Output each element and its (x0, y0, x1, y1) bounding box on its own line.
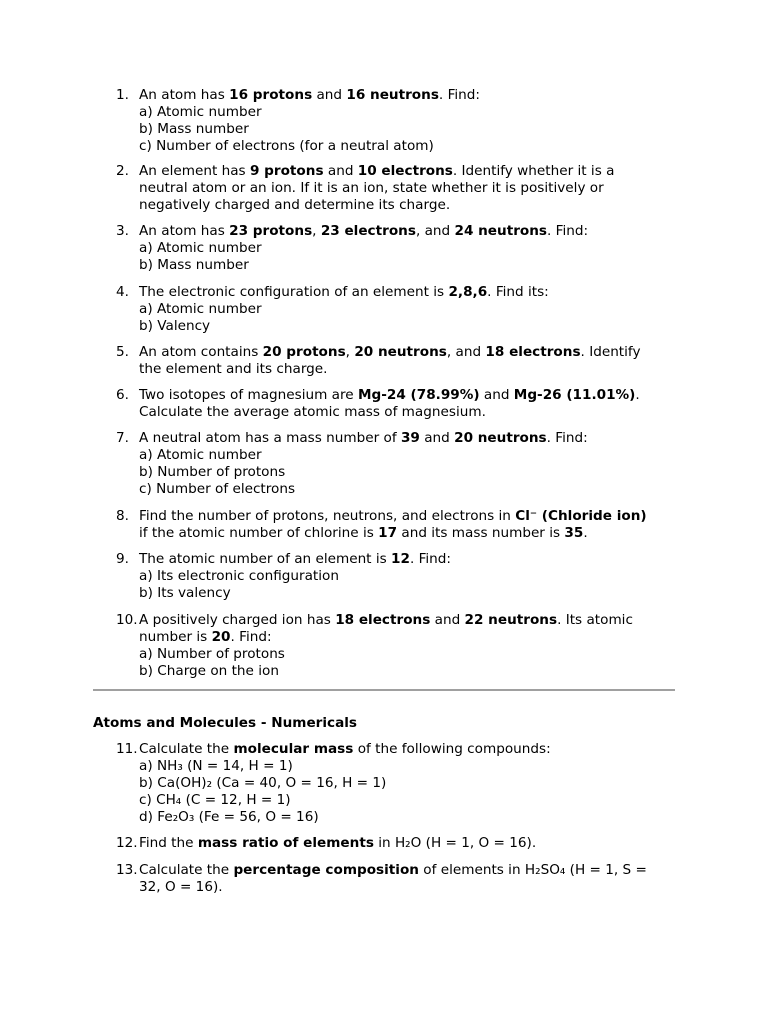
text-segment: . Find: (230, 629, 272, 645)
text-segment: b) Valency (139, 318, 211, 334)
text-segment: d) Fe₂O₃ (Fe = 56, O = 16) (139, 809, 319, 825)
emphasized-text: 39 (400, 430, 420, 446)
text-segment: a) NH₃ (N = 14, H = 1) (139, 758, 293, 774)
question-subpart-line (139, 879, 676, 896)
question-number: 3. (116, 223, 129, 239)
text-segment: a) Number of protons (139, 646, 285, 662)
question-subpart-line (139, 792, 676, 809)
question-text (139, 430, 676, 498)
text-segment: the element and its charge. (139, 361, 328, 377)
emphasized-text: Mg-26 (11.01%) (513, 387, 636, 403)
question-stem-line (139, 284, 676, 301)
question-stem-line (139, 387, 676, 404)
question-stem-line (139, 612, 676, 629)
question-subpart-line (139, 629, 676, 646)
text-segment: neutral atom or an ion. If it is an ion, state whether it is positively or (139, 180, 604, 196)
emphasized-text: 20 (211, 629, 231, 645)
text-segment: if the atomic number of chlorine is (139, 525, 379, 541)
text-segment: . Find: (547, 223, 589, 239)
question-stem-line (139, 223, 676, 240)
text-segment: , (312, 223, 321, 239)
text-segment: . Find: (438, 87, 480, 103)
question-text (139, 508, 676, 542)
question-text (139, 387, 676, 421)
question-stem-line (139, 862, 676, 879)
text-segment: b) Its valency (139, 585, 231, 601)
text-segment: and (312, 87, 347, 103)
text-segment: . Find: (546, 430, 588, 446)
text-segment: c) Number of electrons (for a neutral atom) (139, 138, 434, 154)
question-number: 2. (116, 163, 129, 179)
emphasized-text: 10 electrons (357, 163, 453, 179)
question-item (116, 163, 676, 214)
question-stem-line (139, 344, 676, 361)
text-segment: . (635, 387, 640, 403)
text-segment: An atom has (139, 223, 230, 239)
text-segment: and (430, 612, 465, 628)
text-segment: of elements in H₂SO₄ (H = 1, S = (418, 862, 647, 878)
question-stem-line (139, 741, 676, 758)
text-segment: b) Charge on the ion (139, 663, 279, 679)
text-segment: in H₂O (H = 1, O = 16). (373, 835, 537, 851)
question-number: 10. (116, 612, 138, 628)
text-segment: and its mass number is (397, 525, 565, 541)
text-segment: . Its atomic (557, 612, 633, 628)
question-subpart-line (139, 361, 676, 378)
question-subpart-line (139, 585, 676, 602)
text-segment: c) Number of electrons (139, 481, 296, 497)
text-segment: a) Its electronic configuration (139, 568, 339, 584)
emphasized-text: 23 protons (229, 223, 313, 239)
emphasized-text: 18 electrons (335, 612, 431, 628)
question-text (139, 87, 676, 155)
question-item (116, 508, 676, 542)
question-number: 4. (116, 284, 129, 300)
question-number: 8. (116, 508, 129, 524)
question-subpart-line (139, 197, 676, 214)
question-item (116, 430, 676, 498)
question-stem-line (139, 430, 676, 447)
emphasized-text: 20 protons (262, 344, 346, 360)
text-segment: . (583, 525, 588, 541)
question-subpart-line (139, 404, 676, 421)
text-segment: . Identify whether it is a (452, 163, 615, 179)
question-subpart-line (139, 646, 676, 663)
question-subpart-line (139, 138, 676, 155)
question-number: 5. (116, 344, 129, 360)
question-number: 9. (116, 551, 129, 567)
text-segment: c) CH₄ (C = 12, H = 1) (139, 792, 291, 808)
question-item (116, 551, 676, 602)
text-segment: The atomic number of an element is (139, 551, 392, 567)
question-subpart-line (139, 104, 676, 121)
text-segment: Find the (139, 835, 198, 851)
text-segment: . Find its: (487, 284, 549, 300)
text-segment: number is (139, 629, 212, 645)
emphasized-text: 12 (391, 551, 410, 567)
emphasized-text: 23 electrons (320, 223, 416, 239)
text-segment: An atom contains (139, 344, 263, 360)
emphasized-text: Mg-24 (78.99%) (357, 387, 480, 403)
question-subpart-line (139, 240, 676, 257)
text-segment: a) Atomic number (139, 301, 262, 317)
emphasized-text: mass ratio of elements (197, 835, 374, 851)
question-subpart-line (139, 758, 676, 775)
text-segment: b) Ca(OH)₂ (Ca = 40, O = 16, H = 1) (139, 775, 387, 791)
question-subpart-line (139, 525, 676, 542)
emphasized-text: 35 (564, 525, 584, 541)
question-stem-line (139, 835, 676, 852)
emphasized-text: Cl⁻ (Chloride ion) (515, 508, 647, 524)
text-segment: of the following compounds: (353, 741, 551, 757)
text-segment: b) Number of protons (139, 464, 286, 480)
text-segment: negatively charged and determine its charge. (139, 197, 451, 213)
text-segment: Calculate the average atomic mass of magnesium. (139, 404, 486, 420)
emphasized-text: 2,8,6 (448, 284, 488, 300)
text-segment: . Identify (580, 344, 641, 360)
question-number: 13. (116, 862, 138, 878)
text-segment: and (419, 430, 455, 446)
question-item (116, 387, 676, 421)
question-number: 12. (116, 835, 138, 851)
question-text (139, 344, 676, 378)
text-segment: Find the number of protons, neutrons, and electrons in (139, 508, 516, 524)
text-segment: An atom has (139, 87, 230, 103)
text-segment: The electronic configuration of an element is (139, 284, 449, 300)
question-text (139, 551, 676, 602)
question-item (116, 344, 676, 378)
question-number: 1. (116, 87, 129, 103)
question-item (116, 612, 676, 680)
question-item (116, 223, 676, 274)
question-subpart-line (139, 809, 676, 826)
question-stem-line (139, 551, 676, 568)
question-number: 6. (116, 387, 129, 403)
question-item (116, 741, 676, 826)
question-text (139, 163, 676, 214)
text-segment: Calculate the (139, 862, 234, 878)
text-segment: , and (446, 344, 486, 360)
emphasized-text: 16 protons (229, 87, 313, 103)
question-text (139, 284, 676, 335)
question-subpart-line (139, 447, 676, 464)
text-segment: a) Atomic number (139, 104, 262, 120)
question-text (139, 223, 676, 274)
text-segment: . Find: (409, 551, 452, 567)
question-subpart-line (139, 301, 676, 318)
text-segment: b) Mass number (139, 257, 249, 273)
question-item (116, 284, 676, 335)
text-segment: Two isotopes of magnesium are (139, 387, 358, 403)
text-segment: 32, O = 16). (139, 879, 223, 895)
question-subpart-line (139, 180, 676, 197)
text-segment: a) Atomic number (139, 240, 262, 256)
text-segment: , (345, 344, 355, 360)
text-segment: and (479, 387, 514, 403)
section-divider (93, 689, 675, 691)
question-subpart-line (139, 121, 676, 138)
question-stem-line (139, 87, 676, 104)
text-segment: b) Mass number (139, 121, 249, 137)
section-title: Atoms and Molecules - Numericals (93, 715, 358, 731)
question-subpart-line (139, 568, 676, 585)
question-subpart-line (139, 257, 676, 274)
question-subpart-line (139, 663, 676, 680)
question-number: 7. (116, 430, 129, 446)
text-segment: a) Atomic number (139, 447, 262, 463)
emphasized-text: 18 electrons (485, 344, 581, 360)
text-segment: , and (415, 223, 455, 239)
text-segment: A neutral atom has a mass number of (139, 430, 401, 446)
emphasized-text: 24 neutrons (454, 223, 548, 239)
question-subpart-line (139, 775, 676, 792)
question-item (116, 835, 676, 852)
question-text (139, 835, 676, 852)
question-text (139, 612, 676, 680)
question-subpart-line (139, 464, 676, 481)
question-subpart-line (139, 481, 676, 498)
text-segment: and (323, 163, 358, 179)
emphasized-text: 22 neutrons (464, 612, 558, 628)
text-segment: A positively charged ion has (139, 612, 336, 628)
emphasized-text: 17 (378, 525, 398, 541)
text-segment: Calculate the (139, 741, 234, 757)
question-stem-line (139, 163, 676, 180)
question-item (116, 87, 676, 155)
question-subpart-line (139, 318, 676, 335)
question-number: 11. (116, 741, 138, 757)
question-text (139, 862, 676, 896)
emphasized-text: 20 neutrons (354, 344, 447, 360)
emphasized-text: molecular mass (233, 741, 354, 757)
emphasized-text: 20 neutrons (454, 430, 547, 446)
question-item (116, 862, 676, 896)
emphasized-text: 16 neutrons (346, 87, 439, 103)
emphasized-text: percentage composition (233, 862, 419, 878)
text-segment: An element has (139, 163, 250, 179)
question-stem-line (139, 508, 676, 525)
question-text (139, 741, 676, 826)
emphasized-text: 9 protons (249, 163, 324, 179)
